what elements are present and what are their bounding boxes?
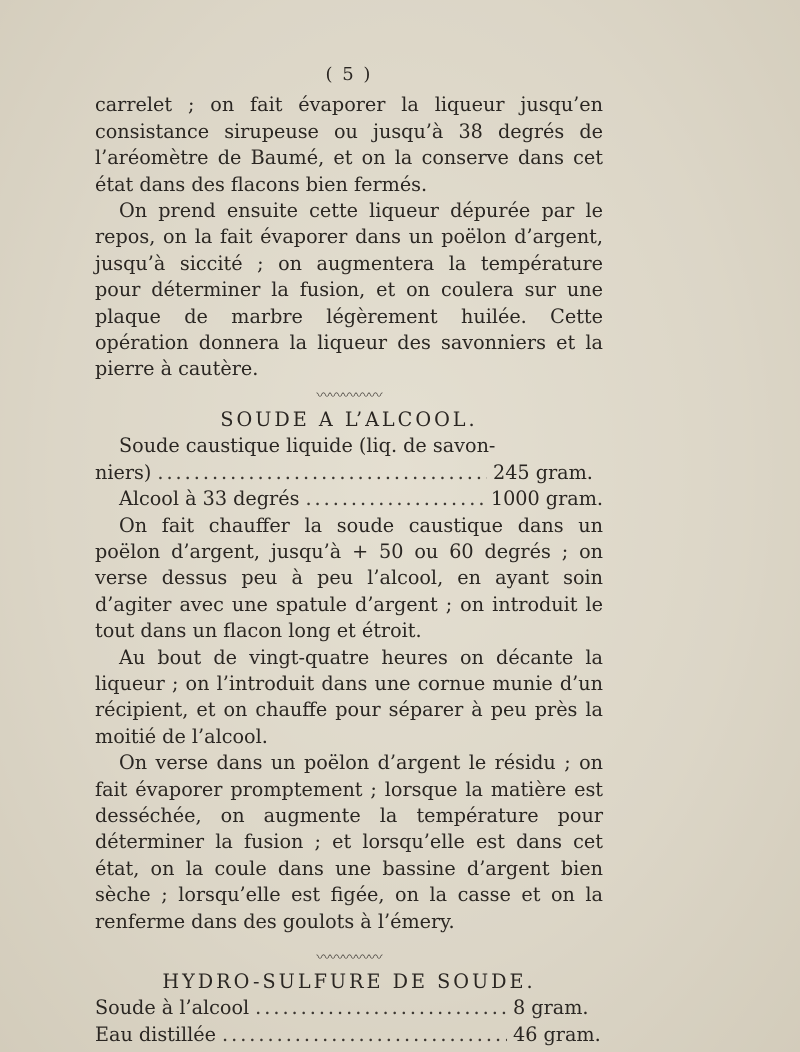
paragraph-continuation: carrelet ; on fait évaporer la liqueur jusqu’en consistance sirupeuse ou jusqu’à 38 degrés de l’aréomètre de Baumé, et on la conserve dans cet état dans des flacons bien fermés. — [95, 93, 603, 196]
section-title-hydro-sulfure: HYDRO-SULFURE DE SOUDE. — [162, 970, 536, 993]
ingredient-label: niers) — [95, 460, 152, 484]
page-content — [95, 62, 603, 1048]
leader-dots — [255, 995, 507, 1021]
paragraph-chauffer: On fait chauffer la soude caustique dans un poëlon d’argent, jusqu’à + 50 ou 60 degrés ; on verse dessus peu à peu l’alcool, en ayant soin d’agiter avec une spatule d’argent ; on introduit le tout dans un flacon long et étroit. — [95, 513, 603, 643]
ingredient-soude-caustique — [95, 460, 603, 486]
ingredient-label: Eau distillée — [95, 1022, 216, 1046]
section-title-soude-alcool: SOUDE A L’ALCOOL. — [220, 407, 478, 431]
ingredient-quantity: 1000 gram. — [490, 487, 603, 511]
page-number: ( 5 ) — [325, 64, 373, 85]
ornament-divider-2: 〰〰〰〰〰 — [316, 950, 382, 966]
ingredient-quantity: 46 gram. — [513, 1022, 601, 1046]
ingredient-eau-distillee — [95, 1022, 603, 1048]
ornament-divider-1: 〰〰〰〰〰 — [316, 387, 382, 404]
leader-dots — [305, 486, 484, 512]
paragraph-decanter: Au bout de vingt-quatre heures on décante la liqueur ; on l’introduit dans une cornue munie d’un récipient, et on chauffe pour séparer à peu près la moitié de l’alcool. — [95, 645, 603, 748]
ingredient-list-soude-alcool — [95, 433, 603, 512]
ingredient-label: Alcool à 33 degrés — [119, 487, 300, 511]
ingredient-soude-caustique-line1: Soude caustique liquide (liq. de savon- — [119, 434, 496, 458]
leader-dots — [222, 1022, 507, 1048]
leader-dots — [157, 460, 487, 486]
ingredient-label: Soude à l’alcool — [95, 996, 250, 1020]
ingredient-quantity: 245 gram. — [493, 460, 593, 484]
paragraph-residu: On verse dans un poëlon d’argent le résidu ; on fait évaporer promptement ; lorsque la matière est desséchée, on augmente la température pour déterminer la fusion ; et lorsqu’elle est dans cet état, on la coule dans une bassine d’argent bien sèche ; lorsqu’elle est figée, on la casse et on la renferme dans des goulots à l’émery. — [95, 751, 603, 933]
ingredient-list-hydro-sulfure — [95, 995, 603, 1048]
paragraph-evaporation: On prend ensuite cette liqueur dépurée par le repos, on la fait évaporer dans un poëlon d’argent, jusqu’à siccité ; on augmentera la température pour déterminer la fusion, et on coulera sur une plaque de marbre légèrement huilée. Cette opération donnera la liqueur des savonniers et la pierre à cautère. — [95, 199, 603, 381]
ingredient-soude-alcool — [95, 995, 603, 1021]
ingredient-alcool — [95, 486, 603, 512]
ingredient-quantity: 8 gram. — [513, 996, 589, 1020]
